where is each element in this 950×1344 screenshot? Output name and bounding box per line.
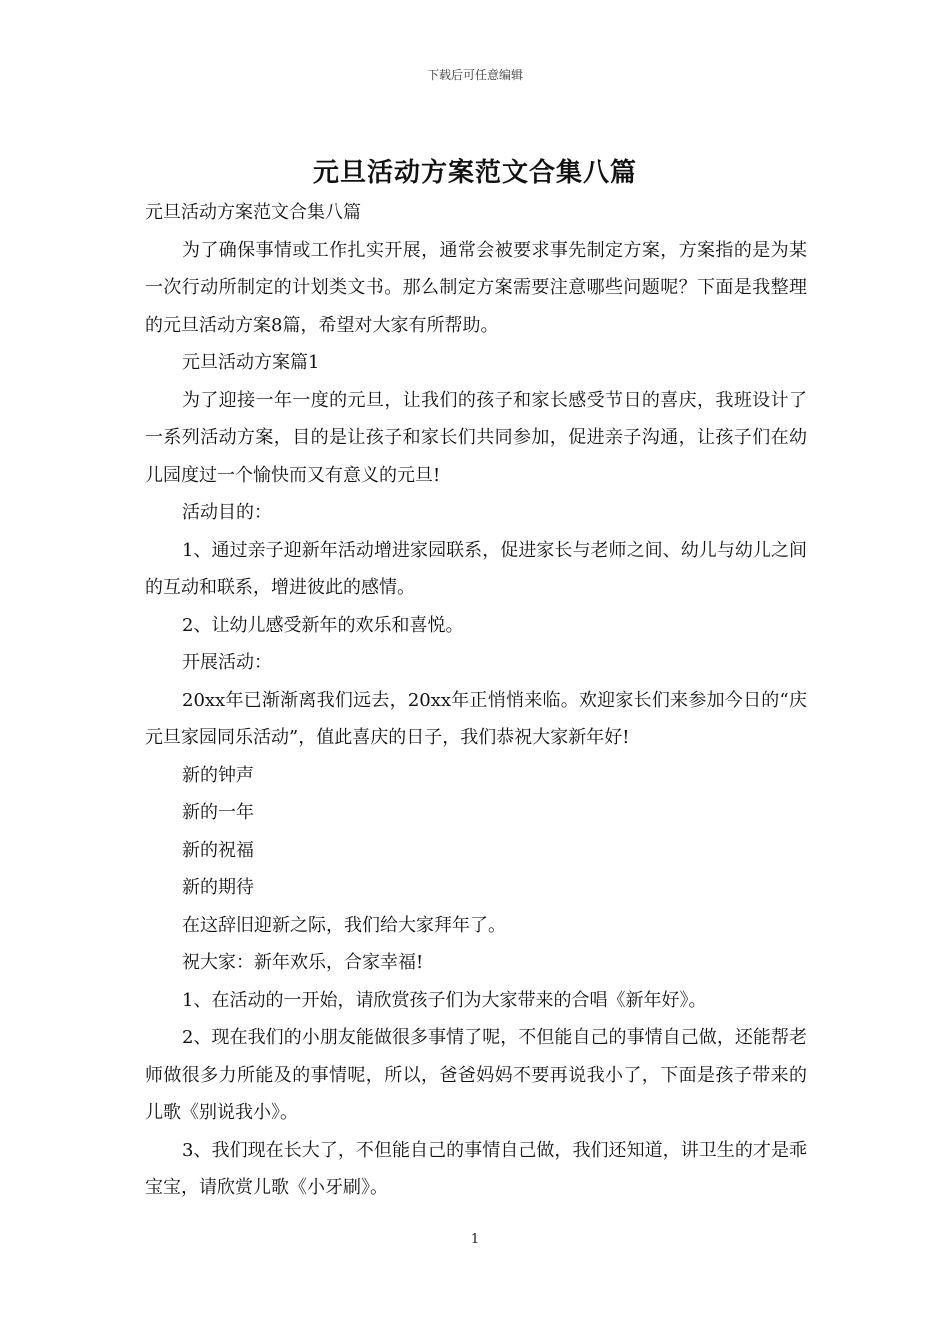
document-subtitle: 元旦活动方案范文合集八篇 — [145, 202, 361, 223]
section-heading-activity: 开展活动： — [182, 652, 272, 673]
page-number: 1 — [470, 1232, 480, 1247]
list-item: 2、现在我们的小朋友能做很多事情了呢，不但能自己的事情自己做，还能帮老师做很多力所能及的事情呢，所以，爸爸妈妈不要再说我小了，下面是孩子带来的儿歌《别说我小》。 — [145, 1027, 807, 1123]
paragraph-intro: 为了确保事情或工作扎实开展，通常会被要求事先制定方案，方案指的是为某一次行动所制定的计划类文书。那么制定方案需要注意哪些问题呢？下面是我整理的元旦活动方案8篇，希望对大家有所帮助。 — [145, 239, 807, 336]
paragraph: 20xx年已渐渐离我们远去，20xx年正悄悄来临。欢迎家长们来参加今日的“庆元旦家园同乐活动”，值此喜庆的日子，我们恭祝大家新年好! — [145, 689, 807, 748]
list-item: 1、在活动的一开始，请欣赏孩子们为大家带来的合唱《新年好》。 — [182, 989, 707, 1011]
verse-line: 新的一年 — [182, 802, 254, 823]
document-body — [145, 194, 807, 1207]
page-header-note: 下载后可任意编辑 — [426, 68, 523, 82]
section-heading-plan-1: 元旦活动方案篇1 — [182, 352, 320, 373]
verse-line: 新的祝福 — [182, 839, 254, 861]
list-item: 2、让幼儿感受新年的欢乐和喜悦。 — [182, 614, 464, 636]
verse-line: 新的钟声 — [182, 764, 254, 786]
list-item: 1、通过亲子迎新年活动增进家园联系，促进家长与老师之间、幼儿与幼儿之间的互动和联系，增进彼此的感情。 — [145, 539, 807, 598]
verse-line: 新的期待 — [182, 877, 254, 898]
section-heading-goal: 活动目的： — [182, 502, 272, 523]
paragraph: 为了迎接一年一度的元旦，让我们的孩子和家长感受节日的喜庆，我班设计了一系列活动方案，目的是让孩子和家长们共同参加，促进亲子沟通，让孩子们在幼儿园度过一个愉快而又有意义的元旦! — [145, 389, 807, 486]
paragraph: 在这辞旧迎新之际，我们给大家拜年了。 — [182, 914, 506, 936]
paragraph: 祝大家：新年欢乐，合家幸福! — [182, 952, 424, 973]
list-item: 3、我们现在长大了，不但能自己的事情自己做，我们还知道，讲卫生的才是乖宝宝，请欣赏儿歌《小牙刷》。 — [145, 1139, 807, 1198]
document-title: 元旦活动方案范文合集八篇 — [312, 158, 637, 188]
